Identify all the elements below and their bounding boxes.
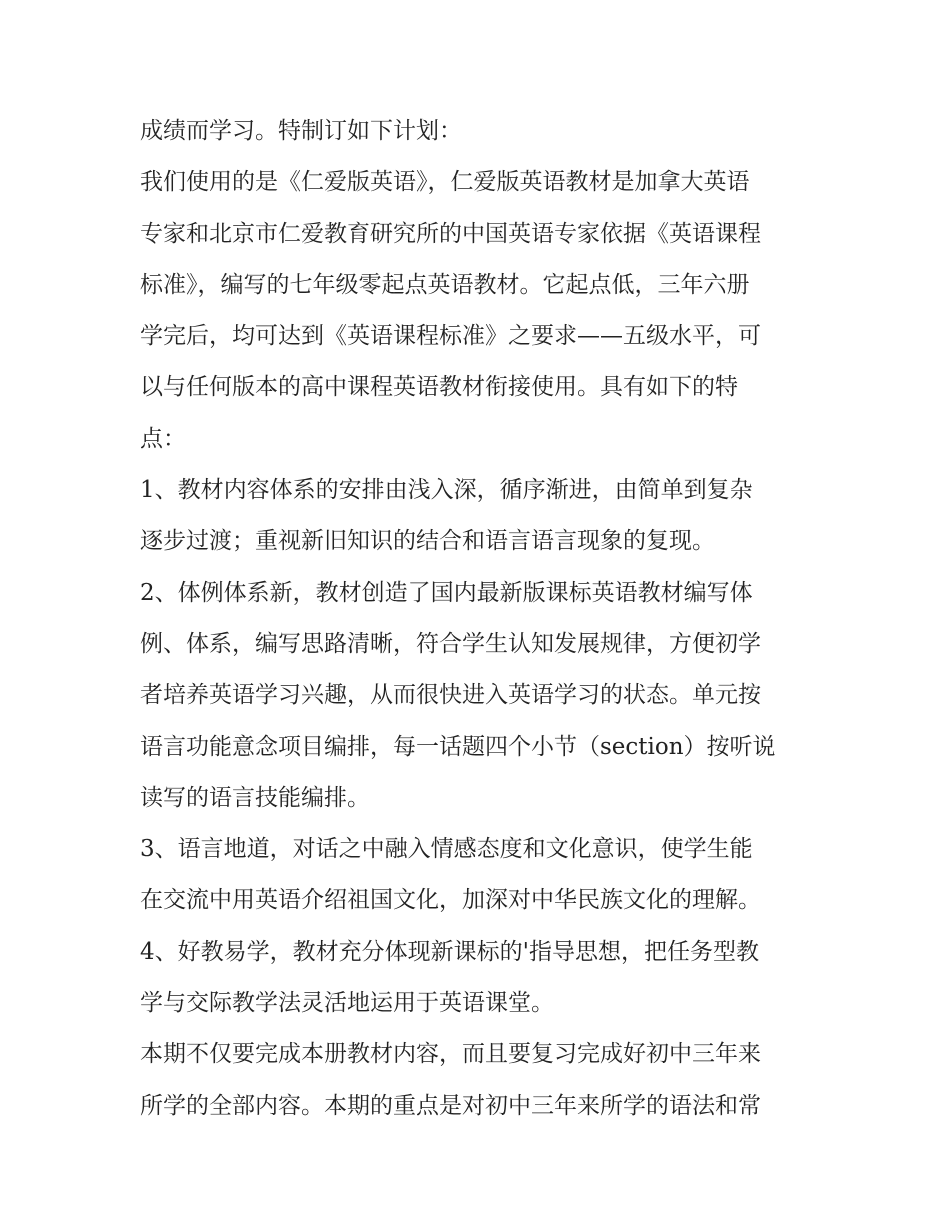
text-line: 3、语言地道，对话之中融入情感态度和文化意识，使学生能 — [140, 836, 753, 863]
document-body — [140, 106, 820, 1132]
text-line: 1、教材内容体系的安排由浅入深，循序渐进，由简单到复杂 — [140, 477, 753, 504]
text-line: 学与交际教学法灵活地运用于英语课堂。 — [140, 990, 554, 1017]
text-line: 读写的语言技能编排。 — [140, 784, 370, 811]
text-line: 以与任何版本的高中课程英语教材衔接使用。具有如下的特 — [140, 374, 738, 401]
text-line: 在交流中用英语介绍祖国文化，加深对中华民族文化的理解。 — [140, 887, 761, 914]
text-line: 专家和北京市仁爱教育研究所的中国英语专家依据《英语课程 — [140, 220, 761, 247]
text-line: 4、好教易学，教材充分体现新课标的'指导思想，把任务型教 — [140, 938, 759, 965]
text-line: 成绩而学习。特制订如下计划： — [140, 118, 462, 144]
text-line: 逐步过渡；重视新旧知识的结合和语言语言现象的复现。 — [140, 528, 715, 555]
text-line: 本期不仅要完成本册教材内容，而且要复习完成好初中三年来 — [140, 1041, 761, 1068]
text-line: 我们使用的是《仁爱版英语》，仁爱版英语教材是加拿大英语 — [140, 169, 750, 196]
text-line: 标准》，编写的七年级零起点英语教材。它起点低，三年六册 — [140, 271, 750, 298]
text-line: 例、体系，编写思路清晰，符合学生认知发展规律，方便初学 — [140, 630, 761, 657]
text-line: 点： — [140, 425, 186, 452]
text-line: 2、体例体系新，教材创造了国内最新版课标英语教材编写体 — [140, 579, 753, 606]
text-line: 所学的全部内容。本期的重点是对初中三年来所学的语法和常 — [140, 1092, 761, 1119]
text-line: 语言功能意念项目编排，每一话题四个小节（section）按听说 — [140, 733, 776, 760]
text-line: 学完后，均可达到《英语课程标准》之要求——五级水平，可 — [140, 323, 761, 350]
text-line: 者培养英语学习兴趣，从而很快进入英语学习的状态。单元按 — [140, 682, 761, 709]
